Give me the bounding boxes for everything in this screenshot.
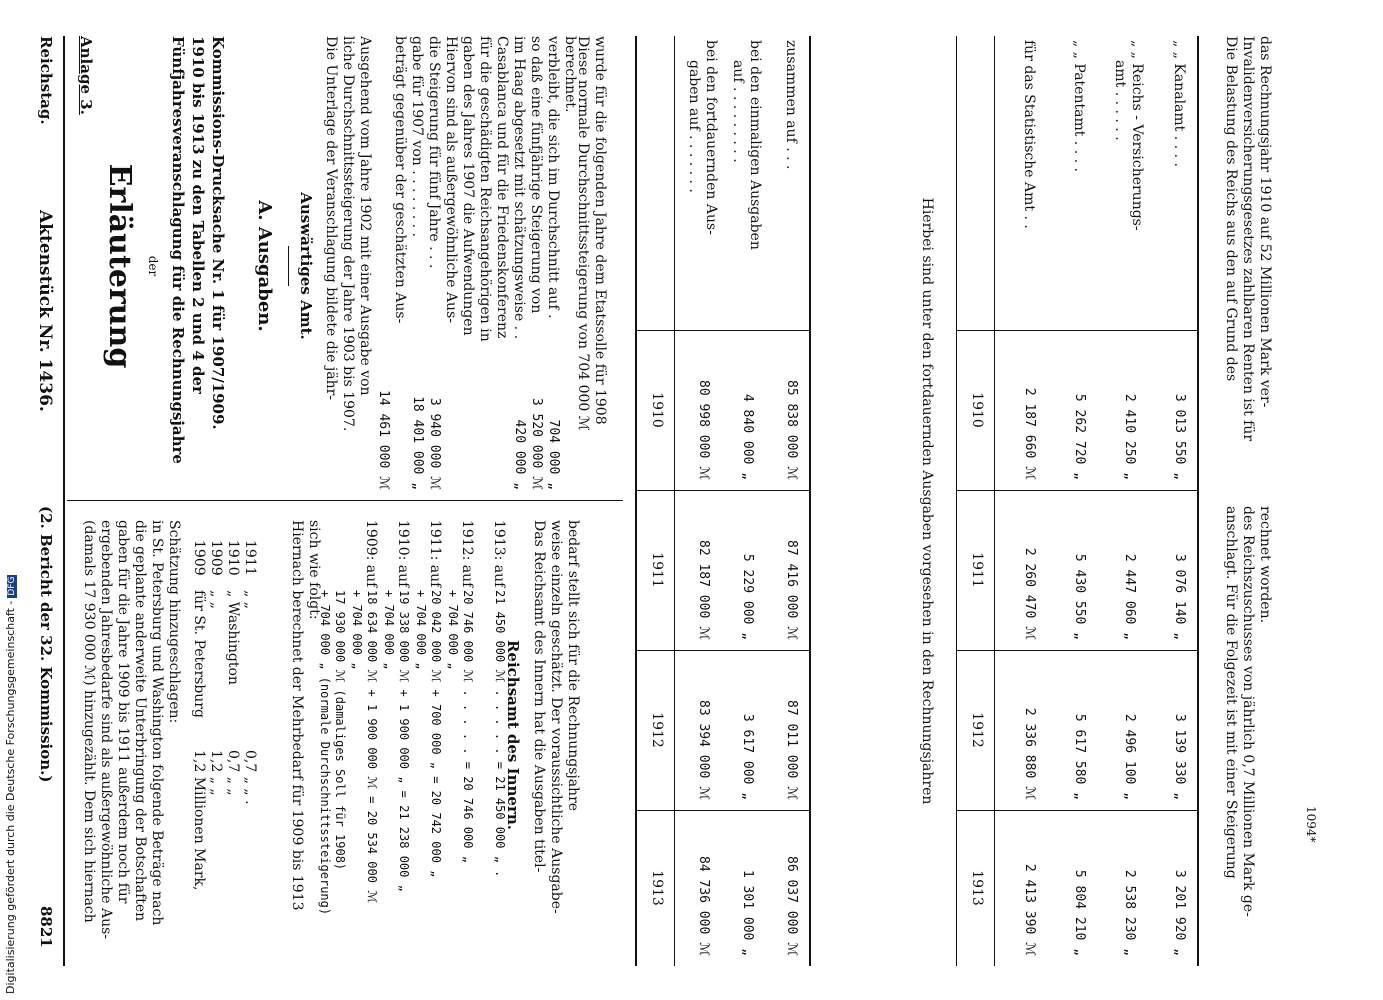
page-footer: 1094*	[1304, 806, 1318, 843]
table1-row-label: zusammen auf . . .	[783, 40, 799, 170]
footer2-2: des Reichszuschusses von jährlich 0,7 Millionen Mark ge-	[1240, 506, 1256, 917]
table2-cell: 2 447 060 „	[1122, 553, 1137, 640]
calc-label: Casablanca und für die Friedenskonferenz	[494, 36, 510, 339]
table1-row-label: gaben auf . . . . . . .	[686, 60, 702, 193]
ambassy-value: 0,7 „ „	[225, 750, 241, 796]
footer-1: Die Belastung des Reichs aus den auf Grund des	[1223, 36, 1239, 382]
ambassy-year: 1909	[191, 540, 207, 576]
calc-label: im Haag abgesetzt mit schätzungsweise . .	[511, 36, 527, 340]
calc-value: 3 520 000 ℳ	[529, 397, 544, 490]
table2-bottom-rule	[1197, 36, 1199, 966]
amt-para-3: Ausgehend vom Jahre 1902 mit einer Ausgabe von	[357, 36, 373, 396]
table1-header: 1912	[649, 712, 665, 748]
subtitle-3: Kommissions-Drucksache Nr. 1 für 1907/1909.	[209, 36, 227, 430]
header-right: (2. Bericht der 32. Kommission.)	[37, 506, 55, 783]
table2-cell: 2 336 880 ℳ	[1022, 707, 1037, 800]
table2-row-label: amt . . . . . .	[1112, 60, 1128, 141]
table1-bottom-rule	[809, 36, 811, 966]
calc-line2: + 704 000 „	[350, 590, 364, 670]
ambassy-year: 1910	[225, 540, 241, 576]
table1-header: 1913	[649, 870, 665, 906]
rdi-para-1: Das Reichsamt des Innern hat die Ausgaben titel-	[531, 520, 547, 873]
table2-cell: 3 076 140 „	[1172, 553, 1187, 640]
header-left: Reichstag.	[37, 36, 55, 125]
amt-para-1: Die Unterlage der Veranschlagung bildete die jähr-	[323, 36, 339, 401]
calc-line2: + 704 000 „	[382, 590, 396, 670]
table1-header-rule	[674, 36, 675, 966]
table2-cell: 2 410 250 „	[1122, 393, 1137, 480]
table2-cell: 3 201 920 „	[1172, 869, 1187, 956]
footer-3: das Rechnungsjahr 1910 auf 52 Millionen Mark ver-	[1257, 36, 1273, 408]
sichwie: sich wie folgt:	[306, 520, 322, 620]
calc-year: 1912: auf	[459, 520, 475, 588]
dfg-logo: DFG	[7, 576, 17, 596]
table2-cell: 2 413 390 ℳ	[1022, 863, 1037, 956]
calc-label: gabe für 1907 von . . . . . . . .	[409, 36, 425, 237]
calc-line1: 19 338 000 ℳ + 1 900 000 „ = 21 238 000 „	[397, 590, 411, 892]
intro-line: (damals 17 930 000 ℳ) hinzugezählt. Dem sich hiernach	[81, 520, 97, 923]
calc-label: für die geschädigten Reichsangehörigen in	[477, 36, 493, 342]
table1-cell: 5 229 000 „	[740, 553, 755, 640]
ambassy-text: „ „	[242, 590, 258, 609]
table2-row-label: für das Statistische Amt . .	[1021, 40, 1037, 229]
intro-line: in St. Petersburg und Washington folgende Beträge nach	[149, 520, 165, 926]
calc-value: 3 940 000 ℳ	[427, 397, 442, 490]
table2-cell: 5 617 580 „	[1072, 713, 1087, 800]
ambassy-value: 0,7 „ „ .	[242, 750, 258, 805]
calc-label: so daß eine fünfjährige Steigerung von	[528, 36, 544, 314]
calc-value: 704 000 „	[546, 419, 561, 490]
calc-year: 1911: auf	[427, 520, 443, 588]
calc-value: 420 000 „	[512, 419, 527, 490]
section-a-title: A. Ausgaben.	[254, 200, 275, 332]
subtitle-2: 1910 bis 1913 zu den Tabellen 2 und 4 der	[189, 36, 207, 394]
table1-cell: 85 838 000 ℳ	[784, 380, 799, 480]
ambassy-text: „ „	[208, 590, 224, 609]
table1-cell: 87 416 000 ℳ	[784, 540, 799, 640]
table2-cell: 5 430 550 „	[1072, 553, 1087, 640]
amt-title: Auswärtiges Amt.	[297, 192, 315, 340]
anlage-label: Anlage 3.	[77, 36, 95, 115]
calc-line1: 17 930 000 ℳ (damaliges Soll für 1908)	[333, 590, 347, 871]
table2-header: 1911	[969, 552, 985, 588]
ambassy-year: 1909	[208, 540, 224, 576]
table1-cell: 83 394 000 ℳ	[696, 700, 711, 800]
calc-label: gaben des Jahres 1907 die Aufwendungen	[460, 36, 476, 336]
table1-row-label: bei den fortdauernden Aus-	[703, 40, 719, 235]
column-divider	[67, 500, 623, 501]
funding-note: Digitalisierung gefördert durch die Deutsche Forschungsgemeinschaft -	[4, 600, 17, 994]
ambassy-value: 1,2 „ „	[208, 750, 224, 796]
calc-line1: 20 746 000 ℳ . . . . . = 20 746 000 „	[461, 590, 475, 863]
footer2-3: rechnet worden.	[1257, 506, 1273, 624]
calc-line1: 18 634 000 ℳ + 1 900 000 ℳ = 20 534 000 ℳ	[365, 590, 379, 904]
intro-line: gaben für die Jahre 1909 bis 1911 außerdem noch für	[115, 520, 131, 904]
table1-header: 1911	[649, 552, 665, 588]
intro-line: Schätzung hinzugeschlagen:	[166, 520, 182, 724]
calc-label: beträgt gegenüber der geschätzten Aus-	[392, 36, 408, 324]
table2-row-label: „ „ Patentamt . . . .	[1071, 40, 1087, 172]
table2-cell: 3 013 550 „	[1172, 393, 1187, 480]
table1-cell: 80 998 000 ℳ	[696, 380, 711, 480]
table1-cell: 3 617 000 „	[740, 713, 755, 800]
table1-cell: 86 037 000 ℳ	[784, 856, 799, 956]
der: der	[146, 255, 160, 277]
amt-para-2: liche Durchschnittssteigerung der Jahre 1903 bis 1907.	[340, 36, 356, 432]
table2-row-label: „ „ Kanalamt . . . .	[1171, 40, 1187, 167]
hiernach: Hiernach berechnet der Mehrbedarf für 1909 bis 1913	[289, 520, 305, 911]
table2-header: 1913	[969, 870, 985, 906]
table2-cell: 2 496 100 „	[1122, 713, 1137, 800]
table1-cell: 82 187 000 ℳ	[696, 540, 711, 640]
table2-header: 1910	[969, 392, 985, 428]
calc-year: 1913: auf	[491, 520, 507, 588]
calc-line1: 21 450 000 ℳ . . . . . = 21 450 000 „ .	[493, 590, 507, 878]
intro-line: ergebenden Jahresbedarfe sind als außergewöhnliche Aus-	[98, 520, 114, 940]
calc-line2: + 704 000 „	[446, 590, 460, 670]
table1-cell: 87 011 000 ℳ	[784, 700, 799, 800]
intro-line: die geplante anderweite Unterbringung der Botschaften	[132, 520, 148, 922]
rdi-para-2: weise einzeln geschätzt. Der voraussichtliche Ausgabe-	[548, 520, 564, 914]
calc-value: 14 461 000 ℳ	[376, 390, 391, 490]
table1-row-label: bei den einmaligen Ausgaben	[747, 40, 763, 250]
header-middle: Aktenstück Nr. 1436.	[35, 210, 55, 412]
page-number: 8821	[37, 906, 55, 948]
header-rule	[63, 36, 65, 966]
rdi-para-3: bedarf stellt sich für die Rechnungsjahre	[565, 520, 581, 812]
table1-cell: 84 736 000 ℳ	[696, 856, 711, 956]
table2-cell: 2 187 660 ℳ	[1022, 387, 1037, 480]
amt-para2-1: Diese normale Durchschnittssteigerung von 704 000 ℳ	[575, 36, 591, 431]
ambassy-value: 1,2 Millionen Mark,	[191, 750, 207, 891]
footer2-1: anschlagt. Für die Folgezeit ist mit einer Steigerung	[1223, 506, 1239, 879]
table1-row-label: auf . . . . . . . . .	[730, 60, 746, 163]
amt-para2-2: wurde für die folgenden Jahre dem Etatssolle für 1908	[592, 36, 608, 425]
table2-cell: 5 804 210 „	[1072, 869, 1087, 956]
table2-header: 1912	[969, 712, 985, 748]
table2-header-rule	[994, 36, 995, 966]
table1-top-rule	[635, 36, 637, 966]
table2-caption: Hierbei sind unter den fortdauernden Ausgaben vorgesehen in den Rechnungsjahren	[919, 197, 935, 805]
ambassy-text: „ Washington	[225, 590, 241, 685]
doc-title: Erläuterung	[102, 163, 137, 369]
table1-header: 1910	[649, 392, 665, 428]
calc-year: 1910: auf	[395, 520, 411, 588]
table1-cell: 4 840 000 „	[740, 393, 755, 480]
calc-label: Hiervon sind als außergewöhnliche Aus-	[443, 36, 459, 323]
ambassy-text: für St. Petersburg	[191, 590, 207, 718]
rdi-title: Reichsamt des Innern.	[504, 639, 522, 831]
calc-label: berechnet.	[562, 36, 578, 113]
ambassy-year: 1911	[242, 540, 258, 576]
calc-label: die Steigerung für fünf Jahre . . .	[426, 36, 442, 269]
calc-line2: + 704 000 „ (normale Durchschnittssteigerung)	[318, 590, 332, 916]
table2-cell: 2 260 470 ℳ	[1022, 547, 1037, 640]
table2-row-label: „ „ Reichs - Versicherungs-	[1129, 40, 1145, 231]
calc-value: 18 401 000 „	[410, 396, 425, 490]
table2-cell: 2 538 230 „	[1122, 869, 1137, 956]
table1-cell: 1 301 000 „	[740, 869, 755, 956]
subtitle-1: Fünfjahresveranschlagung für die Rechnungsjahre	[169, 36, 187, 464]
table2-cell: 3 139 330 „	[1172, 713, 1187, 800]
calc-label: verbleibt, die sich im Durchschnitt auf .	[545, 36, 561, 319]
calc-line2: + 704 000 „	[414, 590, 428, 670]
section-a-rule	[288, 246, 289, 286]
calc-line1: 20 042 000 ℳ + 700 000 „ = 20 742 000 „	[429, 590, 443, 878]
table2-cell: 5 262 720 „	[1072, 393, 1087, 480]
footer-2: Invalidenversicherungsgesetzes zahlbaren Renten ist für	[1240, 36, 1256, 442]
calc-year: 1909: auf	[363, 520, 379, 588]
table2-top-rule	[956, 36, 957, 966]
